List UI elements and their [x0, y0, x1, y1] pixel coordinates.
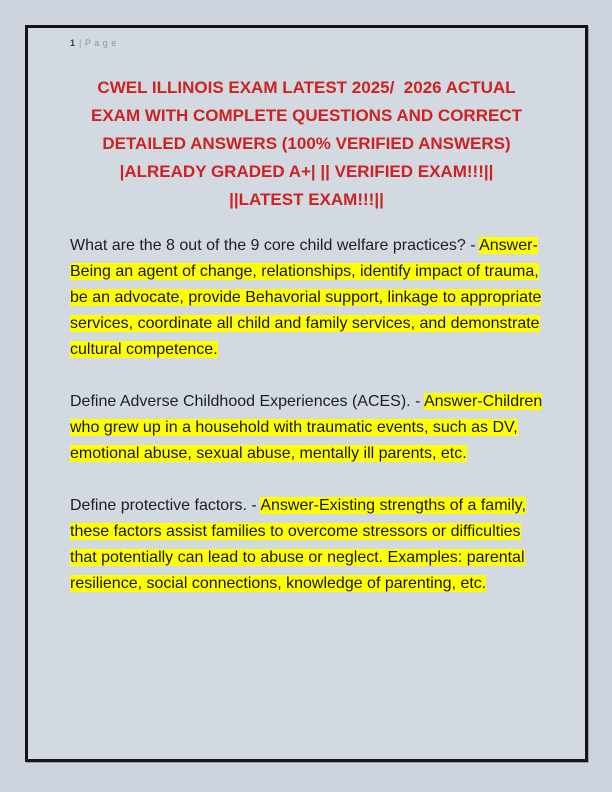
- title-line: DETAILED ANSWERS (100% VERIFIED ANSWERS): [102, 134, 511, 153]
- page-header: [70, 37, 543, 49]
- document-page: [25, 25, 588, 762]
- title-line: |ALREADY GRADED A+| || VERIFIED EXAM!!!||: [119, 162, 494, 181]
- answer-text-highlighted: Answer-Being an agent of change, relationships, identify impact of trauma, be an advocate, provide Behavorial support, linkage to appropriate services, coordinate all child and family services, and demonstrate cultural competence.: [70, 237, 542, 358]
- answer-text-highlighted: Answer-Children who grew up in a household with traumatic events, such as DV, emotional abuse, sexual abuse, mentally ill parents, etc.: [70, 393, 543, 462]
- question-text: What are the 8 out of the 9 core child welfare practices? -: [70, 237, 480, 254]
- page-label: | P a g e: [76, 38, 117, 48]
- document-title: [70, 74, 543, 214]
- answer-text-highlighted: Answer-Existing strengths of a family, these factors assist families to overcome stressors or difficulties that potentially can lead to abuse or neglect. Examples: parental resilience, social connections, knowledge of parenting, etc.: [70, 497, 526, 592]
- title-line: CWEL ILLINOIS EXAM LATEST 2025/ 2026 ACTUAL: [97, 78, 516, 97]
- qa-block: [70, 233, 543, 363]
- qa-block: [70, 493, 543, 597]
- title-line: ||LATEST EXAM!!!||: [229, 190, 384, 209]
- qa-block: [70, 389, 543, 467]
- question-text: Define Adverse Childhood Experiences (ACES). -: [70, 393, 424, 410]
- page-number: 1: [70, 38, 77, 48]
- question-text: Define protective factors. -: [70, 497, 261, 514]
- title-line: EXAM WITH COMPLETE QUESTIONS AND CORRECT: [91, 106, 522, 125]
